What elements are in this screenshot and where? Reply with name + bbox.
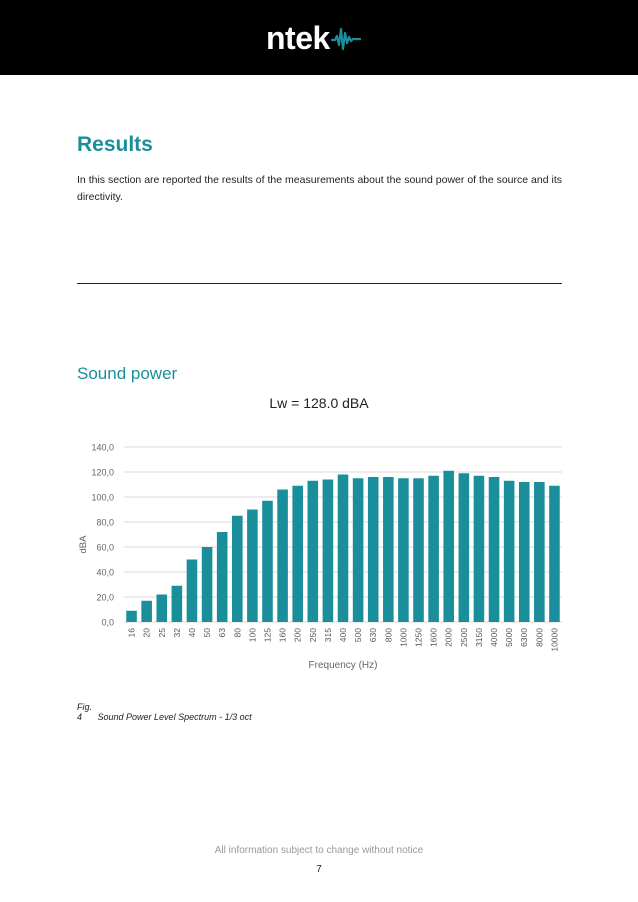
bar (519, 482, 530, 622)
x-tick-label: 20 (141, 628, 152, 638)
subsection-title: Sound power (77, 364, 178, 383)
y-tick-label: 80,0 (96, 517, 114, 528)
y-tick-label: 100,0 (91, 492, 114, 503)
x-tick-label: 1000 (398, 628, 409, 647)
x-tick-label: 160 (277, 628, 288, 643)
x-tick-label: 250 (307, 628, 318, 643)
section-divider (77, 283, 562, 284)
x-tick-label: 1250 (413, 628, 424, 647)
bar (277, 490, 288, 623)
x-tick-label: 50 (202, 628, 213, 638)
bar (323, 480, 334, 623)
figure-caption (77, 702, 252, 722)
bar (428, 476, 439, 622)
y-tick-label: 140,0 (91, 442, 114, 453)
x-tick-label: 200 (292, 628, 303, 643)
x-tick-label: 125 (262, 628, 273, 643)
x-tick-label: 8000 (534, 628, 545, 647)
y-tick-label: 40,0 (96, 567, 114, 578)
bar (443, 471, 454, 622)
footer-notice: All information subject to change without notice (214, 845, 424, 856)
y-tick-label: 60,0 (96, 542, 114, 553)
figure-caption-text: Sound Power Level Spectrum - 1/3 oct (97, 712, 252, 722)
bar (353, 478, 364, 622)
figure-label: Fig. 4 (77, 702, 93, 722)
y-axis-label: dBA (78, 535, 89, 554)
bar (398, 478, 409, 622)
sound-wave-icon (331, 23, 361, 53)
y-tick-label: 120,0 (91, 467, 114, 478)
page-number: 7 (316, 864, 322, 875)
x-tick-label: 25 (156, 628, 167, 638)
bar (141, 601, 152, 622)
bar (217, 532, 228, 622)
x-tick-label: 4000 (489, 628, 500, 647)
x-tick-label: 2500 (458, 628, 469, 647)
x-tick-label: 1600 (428, 628, 439, 647)
bar (459, 473, 470, 622)
bar (368, 477, 379, 622)
x-tick-label: 400 (338, 628, 348, 643)
bar (489, 477, 500, 622)
bar (474, 476, 485, 622)
bar (247, 510, 258, 623)
x-tick-label: 100 (247, 628, 258, 643)
x-tick-label: 5000 (504, 628, 515, 647)
sound-power-chart (70, 430, 570, 675)
x-tick-label: 40 (186, 628, 197, 638)
bar (549, 486, 560, 622)
bar (156, 595, 167, 623)
x-tick-label: 2000 (443, 628, 454, 647)
ntek-logo (266, 20, 361, 56)
bar (292, 486, 303, 622)
bar (172, 586, 183, 622)
x-tick-label: 315 (322, 628, 333, 643)
x-tick-label: 3150 (473, 628, 484, 647)
bar (202, 547, 213, 622)
bar (308, 481, 319, 622)
x-tick-label: 10000 (549, 628, 560, 652)
x-tick-label: 500 (353, 628, 364, 643)
x-tick-label: 16 (126, 628, 137, 638)
x-tick-label: 6300 (519, 628, 530, 647)
x-tick-label: 80 (232, 628, 243, 638)
bar (383, 477, 394, 622)
logo-text: ntek (266, 20, 330, 56)
y-tick-label: 0,0 (101, 617, 114, 628)
bar (232, 516, 243, 622)
chart-title: Lw = 128.0 dBA (269, 395, 369, 411)
section-title: Results (77, 133, 153, 156)
bar (187, 560, 198, 623)
bar (504, 481, 515, 622)
x-tick-label: 63 (217, 628, 228, 638)
bar (534, 482, 545, 622)
x-tick-label: 630 (368, 628, 379, 643)
bar (413, 478, 424, 622)
bar (262, 501, 273, 622)
x-tick-label: 32 (171, 628, 182, 638)
x-tick-label: 800 (383, 628, 394, 643)
bar (126, 611, 137, 622)
section-intro: In this section are reported the results of the measurements about the sound power of the source and its directivity. (77, 174, 562, 203)
bar (338, 475, 349, 623)
x-axis-label: Frequency (Hz) (308, 660, 378, 671)
page-header (0, 0, 638, 75)
y-tick-label: 20,0 (96, 592, 114, 603)
